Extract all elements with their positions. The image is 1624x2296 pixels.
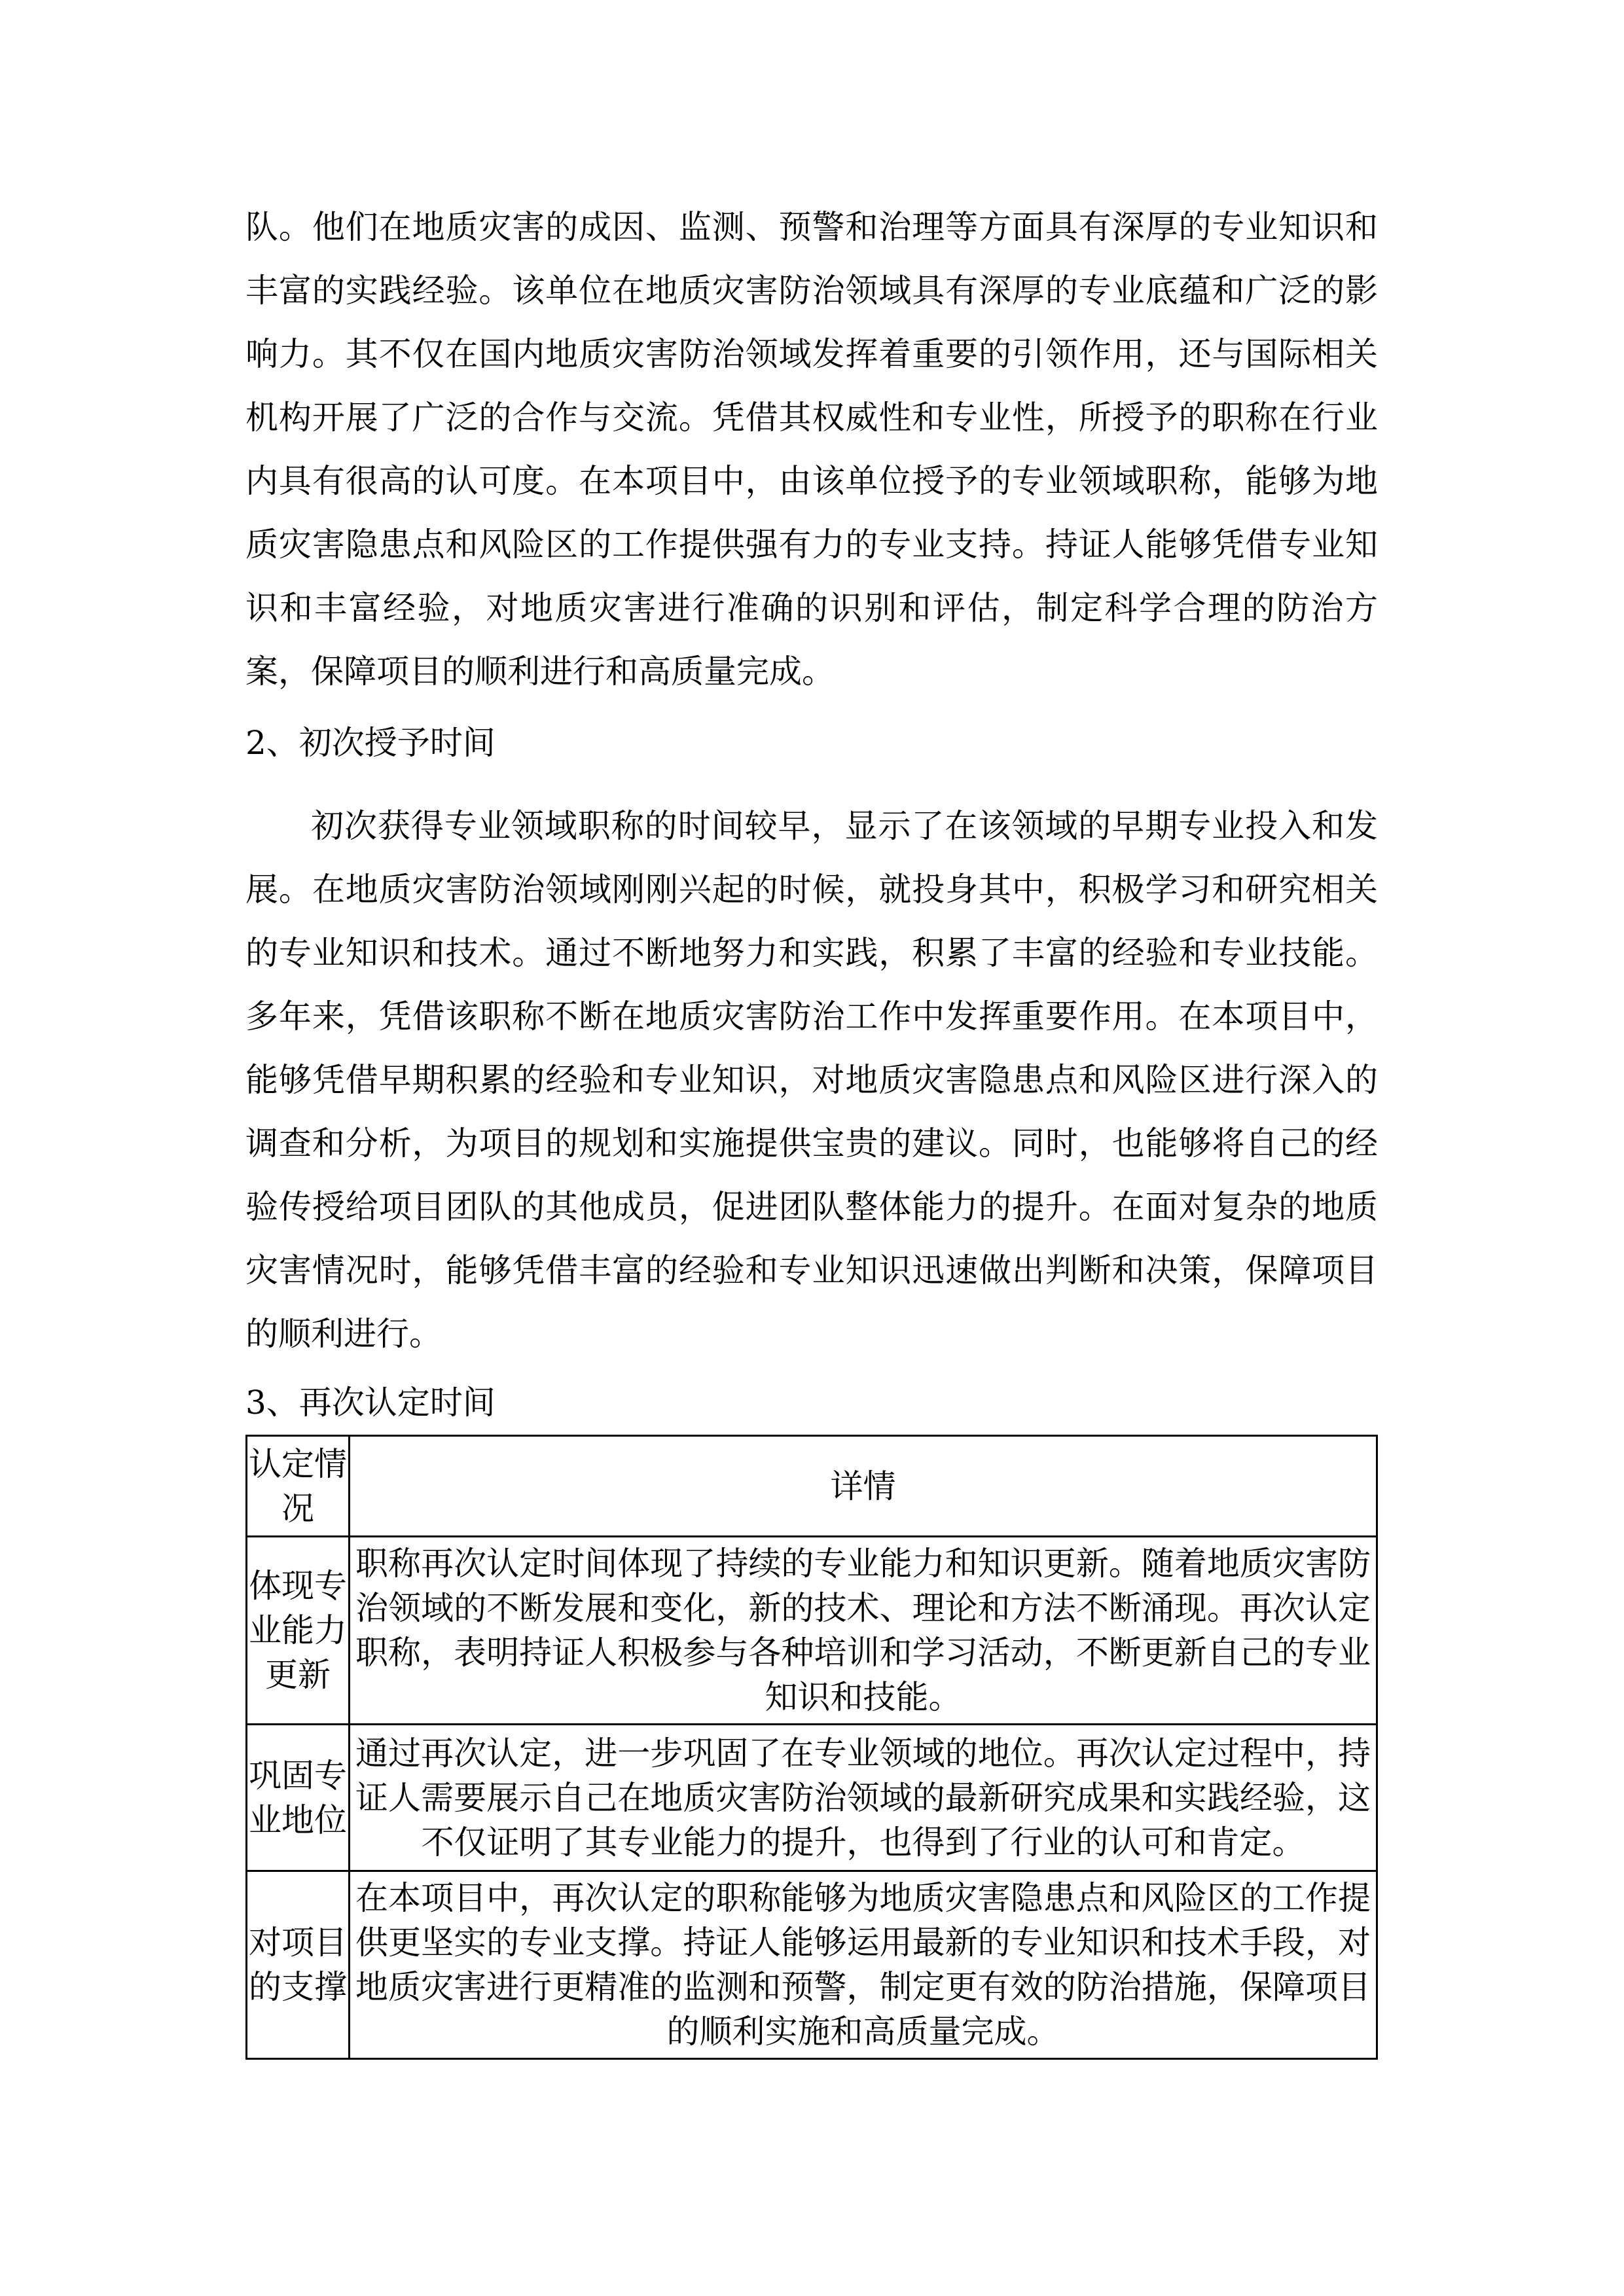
table-row <box>247 1725 1377 1871</box>
section-heading-initial-award-time: 2、初次授予时间 <box>245 724 496 762</box>
table-row-label-ability-update: 体现专业能力更新 <box>247 1537 350 1725</box>
table-row <box>247 1871 1377 2059</box>
paragraph-initial-award-time: 初次获得专业领域职称的时间较早，显示了在该领域的早期专业投入和发展。在地质灾害防治领域刚刚兴起的时候，就投身其中，积极学习和研究相关的专业知识和技术。通过不断地努力和实践，积累了丰富的经验和专业技能。多年来，凭借该职称不断在地质灾害防治工作中发挥重要作用。在本项目中，能够凭借早期积累的经验和专业知识，对地质灾害隐患点和风险区进行深入的调查和分析，为项目的规划和实施提供宝贵的建议。同时，也能够将自己的经验传授给项目团队的其他成员，促进团队整体能力的提升。在面对复杂的地质灾害情况时，能够凭借丰富的经验和专业知识迅速做出判断和决策，保障项目的顺利进行。 <box>245 807 1378 1353</box>
recertification-table <box>245 1435 1378 2060</box>
table-row-label-project-support: 对项目的支撑 <box>247 1871 350 2059</box>
table-row-detail-ability-update: 职称再次认定时间体现了持续的专业能力和知识更新。随着地质灾害防治领域的不断发展和变化，新的技术、理论和方法不断涌现。再次认定职称，表明持证人积极参与各种培训和学习活动，不断更新自己的专业知识和技能。 <box>350 1537 1377 1725</box>
table-row-label-consolidate-status: 巩固专业地位 <box>247 1725 350 1871</box>
table-header-row <box>247 1436 1377 1537</box>
table-row <box>247 1537 1377 1725</box>
table-header-details: 详情 <box>350 1436 1377 1537</box>
section-heading-recertification-time: 3、再次认定时间 <box>245 1384 496 1422</box>
paragraph-continued-from-previous-page: 队。他们在地质灾害的成因、监测、预警和治理等方面具有深厚的专业知识和丰富的实践经验。该单位在地质灾害防治领域具有深厚的专业底蕴和广泛的影响力。其不仅在国内地质灾害防治领域发挥着重要的引领作用，还与国际相关机构开展了广泛的合作与交流。凭借其权威性和专业性，所授予的职称在行业内具有很高的认可度。在本项目中，由该单位授予的专业领域职称，能够为地质灾害隐患点和风险区的工作提供强有力的专业支持。持证人能够凭借专业知识和丰富经验，对地质灾害进行准确的识别和评估，制定科学合理的防治方案，保障项目的顺利进行和高质量完成。 <box>245 208 1378 691</box>
table-header-situation: 认定情况 <box>247 1436 350 1537</box>
table-row-detail-consolidate-status: 通过再次认定，进一步巩固了在专业领域的地位。再次认定过程中，持证人需要展示自己在地质灾害防治领域的最新研究成果和实践经验，这不仅证明了其专业能力的提升，也得到了行业的认可和肯定。 <box>350 1725 1377 1871</box>
table-row-detail-project-support: 在本项目中，再次认定的职称能够为地质灾害隐患点和风险区的工作提供更坚实的专业支撑。持证人能够运用最新的专业知识和技术手段，对地质灾害进行更精准的监测和预警，制定更有效的防治措施，保障项目的顺利实施和高质量完成。 <box>350 1871 1377 2059</box>
